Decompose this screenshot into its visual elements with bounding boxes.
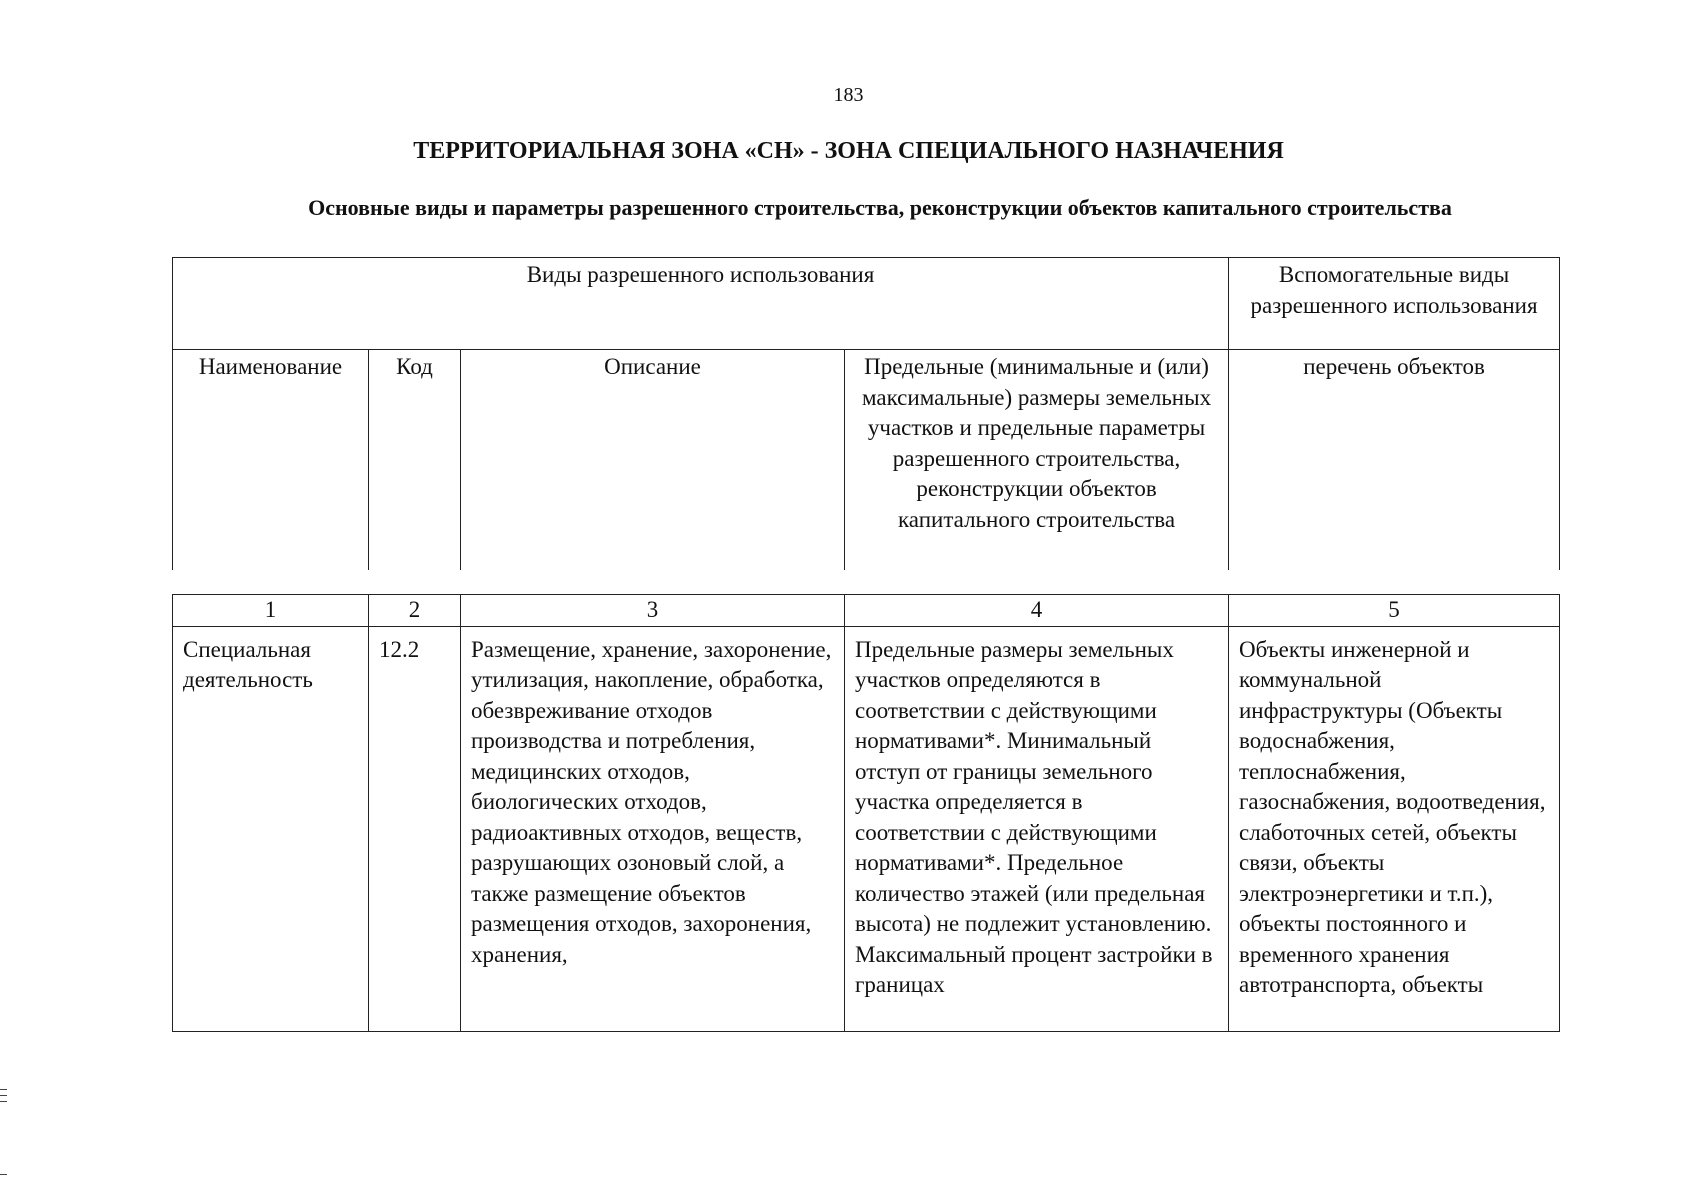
- column-number: 4: [845, 595, 1229, 627]
- edge-mark: [0, 1174, 7, 1175]
- page-number: 183: [833, 84, 864, 106]
- row-description: Размещение, хранение, захоронение, утилизация, накопление, обработка, обезвреживание отходов производства и потребления, медицинских отходов, биологических отходов, радиоактивных отходов, веществ, разрушающих озоновый слой, а также размещение объектов размещения отходов, захоронения, хранения,: [461, 626, 845, 1031]
- section-title: Основные виды и параметры разрешенного строительства, реконструкции объектов капитального строительства: [308, 195, 1452, 220]
- column-number: 2: [369, 595, 461, 627]
- col-name-header: Наименование: [173, 350, 369, 571]
- row-name: Специальная деятельность: [173, 626, 369, 1031]
- main-table: [172, 594, 1560, 1032]
- table-row: [173, 626, 1560, 1031]
- auxiliary-uses-header: Вспомогательные виды разрешенного использования: [1229, 258, 1560, 350]
- column-number-row: [173, 595, 1560, 627]
- edge-mark: [0, 1101, 7, 1102]
- col-description-header: Описание: [461, 350, 845, 571]
- col-code-header: Код: [369, 350, 461, 571]
- column-number: 5: [1229, 595, 1560, 627]
- header-table: [172, 257, 1560, 570]
- col-objects-header: перечень объектов: [1229, 350, 1560, 571]
- edge-mark: [0, 1089, 7, 1090]
- column-number: 1: [173, 595, 369, 627]
- permitted-uses-header: Виды разрешенного использования: [173, 258, 1229, 350]
- zone-title: ТЕРРИТОРИАЛЬНАЯ ЗОНА «СН» - ЗОНА СПЕЦИАЛЬНОГО НАЗНАЧЕНИЯ: [413, 138, 1284, 164]
- col-limits-header: Предельные (минимальные и (или) максимальные) размеры земельных участков и предельные параметры разрешенного строительства, реконструкции объектов капитального строительства: [845, 350, 1229, 571]
- edge-mark: [0, 1095, 7, 1096]
- row-auxiliary: Объекты инженерной и коммунальной инфраструктуры (Объекты водоснабжения, теплоснабжения, газоснабжения, водоотведения, слаботочных сетей, объекты связи, объекты электроэнергетики и т.п.), объекты постоянного и временного хранения автотранспорта, объекты: [1229, 626, 1560, 1031]
- row-code: 12.2: [369, 626, 461, 1031]
- column-number: 3: [461, 595, 845, 627]
- row-limits: Предельные размеры земельных участков определяются в соответствии с действующими нормативами*. Минимальный отступ от границы земельного участка определяется в соответствии с действующими нормативами*. Предельное количество этажей (или предельная высота) не подлежит установлению. Максимальный процент застройки в границах: [845, 626, 1229, 1031]
